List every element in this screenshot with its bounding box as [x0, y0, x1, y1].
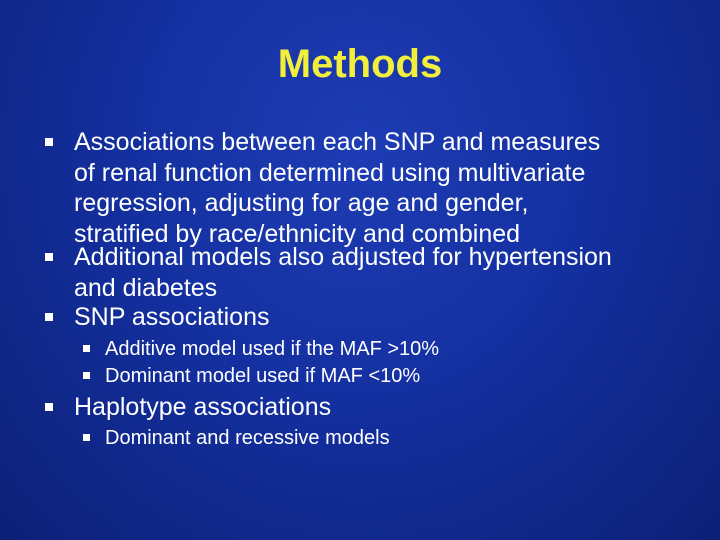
sub-bullet-text: Additive model used if the MAF >10%: [105, 338, 440, 360]
square-bullet-icon: [83, 372, 90, 379]
bullet-text: SNP associations: [74, 303, 270, 331]
square-bullet-icon: [45, 313, 53, 321]
square-bullet-icon: [45, 253, 53, 261]
bullet-item: [45, 392, 685, 423]
bullet-text: Haplotype associations: [74, 393, 332, 421]
sub-bullet-text: Dominant model used if MAF <10%: [105, 365, 421, 387]
bullet-text: Additional models also adjusted for hypertension and diabetes: [74, 243, 612, 302]
sub-bullet-text: Dominant and recessive models: [105, 427, 390, 449]
square-bullet-icon: [45, 138, 53, 146]
square-bullet-icon: [45, 403, 53, 411]
square-bullet-icon: [83, 345, 90, 352]
bullet-item: [45, 302, 685, 333]
slide-title: Methods: [277, 42, 443, 86]
square-bullet-icon: [83, 434, 90, 441]
bullet-text: Associations between each SNP and measures of renal function determined using multivariate regression, adjusting for age and gender, stratified by race/ethnicity and combined: [74, 128, 601, 248]
bullet-item: [45, 127, 685, 249]
sub-bullet-item: [83, 425, 683, 452]
bullet-item: [45, 242, 685, 303]
sub-bullet-item: [83, 336, 683, 363]
sub-bullet-item: [83, 363, 683, 390]
